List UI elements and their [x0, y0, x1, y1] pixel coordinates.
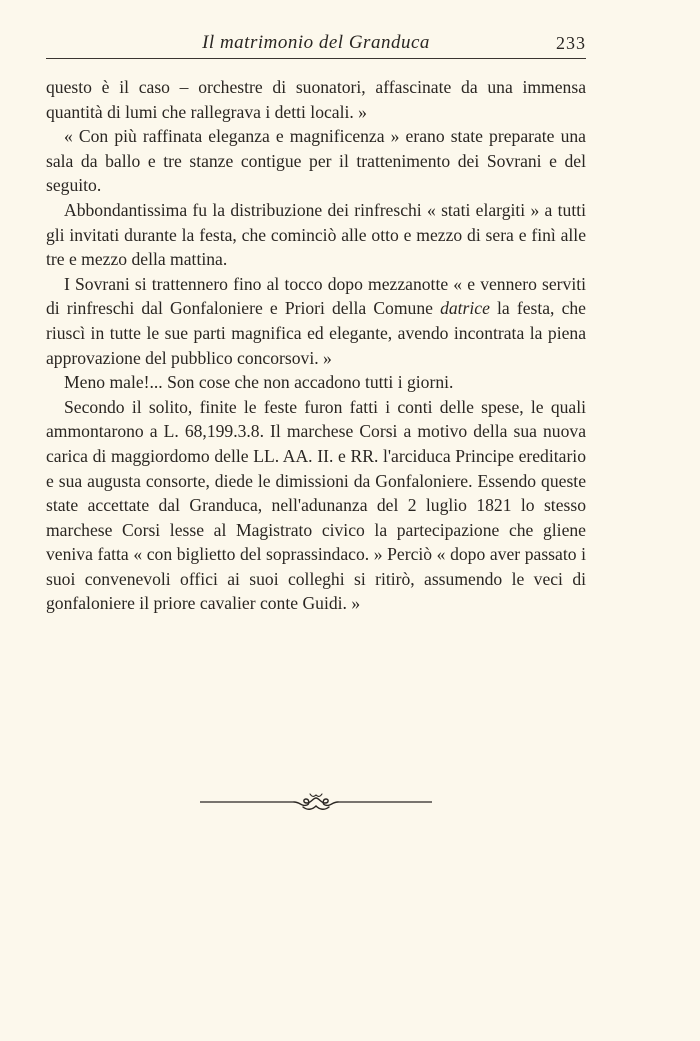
fleuron-divider-icon [200, 790, 432, 814]
text-run: questo è il caso – orchestre di suonatori, affascinate da una immensa quantità di lumi che rallegrava i detti locali. » [46, 77, 586, 122]
page-number: 233 [556, 33, 586, 53]
text-run: Secondo il solito, finite le feste furon fatti i conti delle spese, le quali ammontarono a L. 68,199.3.8. Il marchese Corsi a motivo della sua nuova carica di maggiordomo delle LL. AA. II. e RR. l'arciduca Principe ereditario e sua augusta consorte, diede le dimissioni da Gonfaloniere. Essendo queste state accettate dal Granduca, nell'adunanza del 2 luglio 1821 lo stesso marchese Corsi lesse al Magistrato civico la partecipazione che gliene veniva fatta « con biglietto del soprassindaco. » Perciò « dopo aver passato i suoi convenevoli offici ai suoi colleghi si ritirò, assumendo le veci di gonfaloniere il priore cavalier conte Guidi. » [46, 396, 586, 614]
text-run: Abbondantissima fu la distribuzione dei rinfreschi « stati elargiti » a tutti gli invitati durante la festa, che cominciò alle otto e mezzo di sera e finì alle tre e mezzo della mattina. [46, 199, 586, 270]
running-title: Il matrimonio del Granduca [202, 32, 430, 53]
paragraph [46, 272, 586, 370]
text-run: « Con più raffinata eleganza e magnificenza » erano state preparate una sala da ballo e tre stanze contigue per il trattenimento dei Sovrani e del seguito. [46, 126, 586, 196]
book-page [46, 30, 586, 616]
text-run: I Sovrani si trattennero fino al tocco dopo mezzanotte « e vennero serviti di rinfreschi dal Gonfaloniere e Priori della Comune [46, 273, 586, 319]
italic-text-run: datrice [440, 298, 490, 319]
paragraph [46, 124, 586, 198]
body-text [46, 75, 586, 616]
paragraph [46, 395, 586, 616]
paragraph [46, 370, 586, 395]
paragraph [46, 198, 586, 272]
running-head [46, 30, 586, 59]
text-run: la festa, che riuscì in tutte le sue parti magnifica ed elegante, avendo incontrata la piena approvazione del pubblico concorsovi. » [46, 298, 586, 368]
text-run: Meno male!... Son cose che non accadono tutti i giorni. [64, 372, 454, 393]
paragraph [46, 75, 586, 124]
